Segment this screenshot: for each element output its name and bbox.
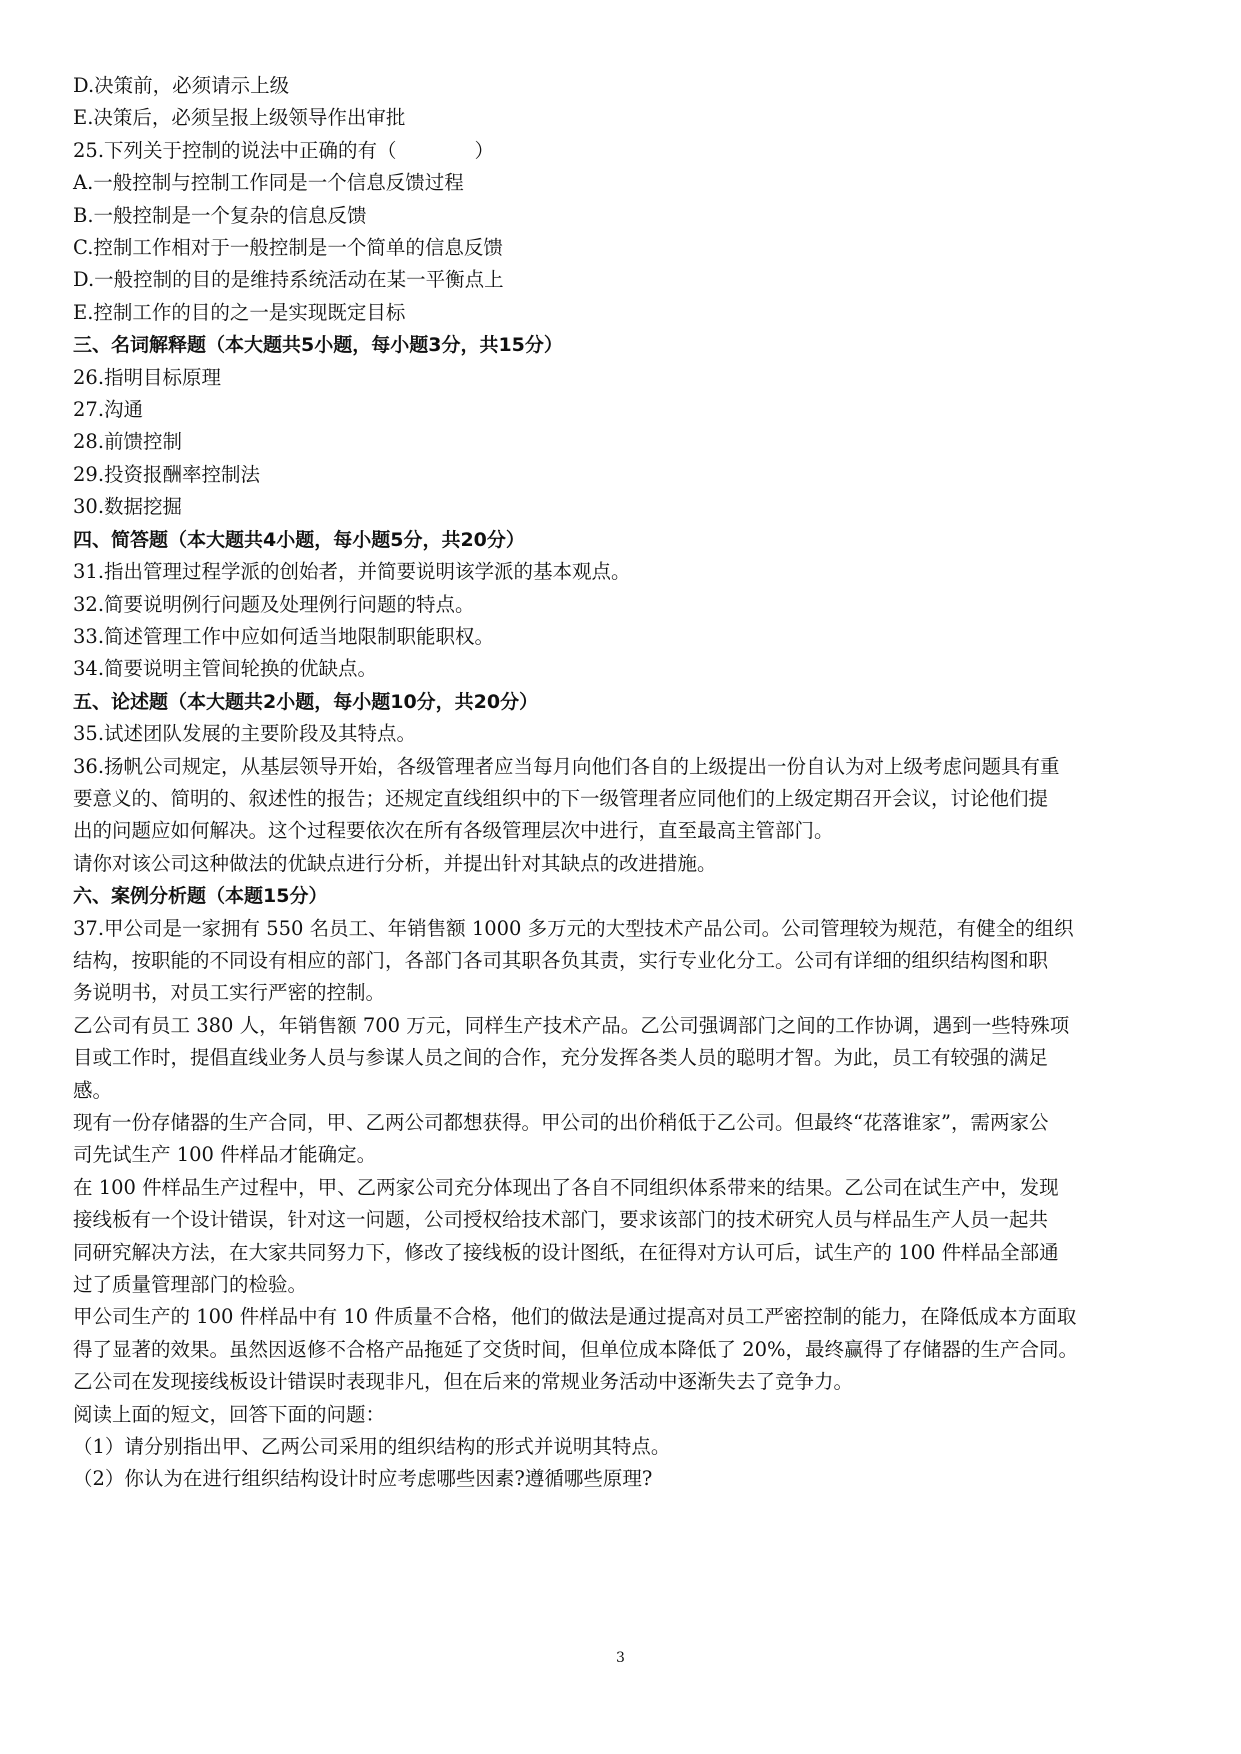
question-36-line: 要意义的、简明的、叙述性的报告；还规定直线组织中的下一级管理者应同他们的上级定期召开会议，讨论他们提 — [73, 786, 1049, 810]
case-paragraph-line: 接线板有一个设计错误，针对这一问题，公司授权给技术部门，要求该部门的技术研究人员与样品生产人员一起共 — [73, 1208, 1049, 1232]
page-content — [73, 70, 1171, 1496]
case-question-1: （1）请分别指出甲、乙两公司采用的组织结构的形式并说明其特点。 — [73, 1435, 671, 1459]
q25-option-c: C.控制工作相对于一般控制是一个简单的信息反馈 — [73, 236, 503, 260]
case-paragraph-line: 得了显著的效果。虽然因返修不合格产品拖延了交货时间，但单位成本降低了 20%，最终赢得了存储器的生产合同。 — [73, 1337, 1079, 1361]
case-paragraph-line: 甲公司生产的 100 件样品中有 10 件质量不合格，他们的做法是通过提高对员工严密控制的能力，在降低成本方面取 — [73, 1305, 1077, 1329]
q25-stem-text: 25.下列关于控制的说法中正确的有（ — [73, 138, 397, 162]
section-heading-6: 六、案例分析题（本题15分） — [73, 885, 328, 908]
case-paragraph-line: 在 100 件样品生产过程中，甲、乙两家公司充分体现出了各自不同组织体系带来的结果。乙公司在试生产中，发现 — [73, 1175, 1059, 1199]
case-instruction: 阅读上面的短文，回答下面的问题： — [73, 1402, 386, 1426]
question-36-ask: 请你对该公司这种做法的优缺点进行分析，并提出针对其缺点的改进措施。 — [73, 851, 717, 875]
section-heading-3: 三、名词解释题（本大题共5小题，每小题3分，共15分） — [73, 334, 563, 357]
question-32: 32.简要说明例行问题及处理例行问题的特点。 — [73, 592, 475, 616]
q25-option-b: B.一般控制是一个复杂的信息反馈 — [73, 203, 367, 227]
case-paragraph-line: 37.甲公司是一家拥有 550 名员工、年销售额 1000 多万元的大型技术产品公司。公司管理较为规范，有健全的组织 — [73, 916, 1074, 940]
q25-stem-close: ） — [474, 138, 495, 162]
question-27: 27.沟通 — [73, 398, 144, 422]
case-paragraph-line: 过了质量管理部门的检验。 — [73, 1273, 308, 1297]
q25-stem — [73, 135, 1171, 167]
case-paragraph-line: 目或工作时，提倡直线业务人员与参谋人员之间的合作，充分发挥各类人员的聪明才智。为此，员工有较强的满足 — [73, 1046, 1049, 1070]
case-paragraph-line: 乙公司有员工 380 人，年销售额 700 万元，同样生产技术产品。乙公司强调部门之间的工作协调，遇到一些特殊项 — [73, 1013, 1070, 1037]
q25-option-a: A.一般控制与控制工作同是一个信息反馈过程 — [73, 171, 464, 195]
case-question-2: （2）你认为在进行组织结构设计时应考虑哪些因素?遵循哪些原理? — [73, 1467, 653, 1491]
q24-option-d: D.决策前，必须请示上级 — [73, 74, 290, 97]
section-heading-5: 五、论述题（本大题共2小题，每小题10分，共20分） — [73, 690, 539, 713]
page-number: 3 — [616, 1650, 625, 1666]
question-29: 29.投资报酬率控制法 — [73, 462, 261, 486]
question-36-line: 36.扬帆公司规定，从基层领导开始，各级管理者应当每月向他们各自的上级提出一份自认为对上级考虑问题具有重 — [73, 754, 1060, 778]
case-paragraph-line: 司先试生产 100 件样品才能确定。 — [73, 1143, 377, 1167]
q25-option-d: D.一般控制的目的是维持系统活动在某一平衡点上 — [73, 268, 504, 292]
question-35: 35.试述团队发展的主要阶段及其特点。 — [73, 722, 417, 746]
section-heading-4: 四、简答题（本大题共4小题，每小题5分，共20分） — [73, 528, 525, 551]
q25-option-e: E.控制工作的目的之一是实现既定目标 — [73, 300, 406, 324]
case-paragraph-line: 同研究解决方法，在大家共同努力下，修改了接线板的设计图纸，在征得对方认可后，试生产的 100 件样品全部通 — [73, 1240, 1059, 1264]
question-31: 31.指出管理过程学派的创始者，并简要说明该学派的基本观点。 — [73, 560, 631, 584]
question-26: 26.指明目标原理 — [73, 365, 222, 389]
case-paragraph-line: 现有一份存储器的生产合同，甲、乙两公司都想获得。甲公司的出价稍低于乙公司。但最终“花落谁家”，需两家公 — [73, 1111, 1049, 1134]
case-paragraph-line: 感。 — [73, 1078, 113, 1102]
case-paragraph-line: 结构，按职能的不同设有相应的部门，各部门各司其职各负其责，实行专业化分工。公司有详细的组织结构图和职 — [73, 948, 1049, 972]
case-paragraph-line: 乙公司在发现接线板设计错误时表现非凡，但在后来的常规业务活动中逐渐失去了竞争力。 — [73, 1370, 854, 1394]
q24-option-e: E.决策后，必须呈报上级领导作出审批 — [73, 106, 406, 130]
question-36-line: 出的问题应如何解决。这个过程要依次在所有各级管理层次中进行，直至最高主管部门。 — [73, 819, 834, 843]
question-34: 34.简要说明主管间轮换的优缺点。 — [73, 657, 378, 681]
case-paragraph-line: 务说明书，对员工实行严密的控制。 — [73, 981, 386, 1005]
question-28: 28.前馈控制 — [73, 430, 183, 454]
question-30: 30.数据挖掘 — [73, 495, 183, 519]
question-33: 33.简述管理工作中应如何适当地限制职能职权。 — [73, 624, 495, 648]
